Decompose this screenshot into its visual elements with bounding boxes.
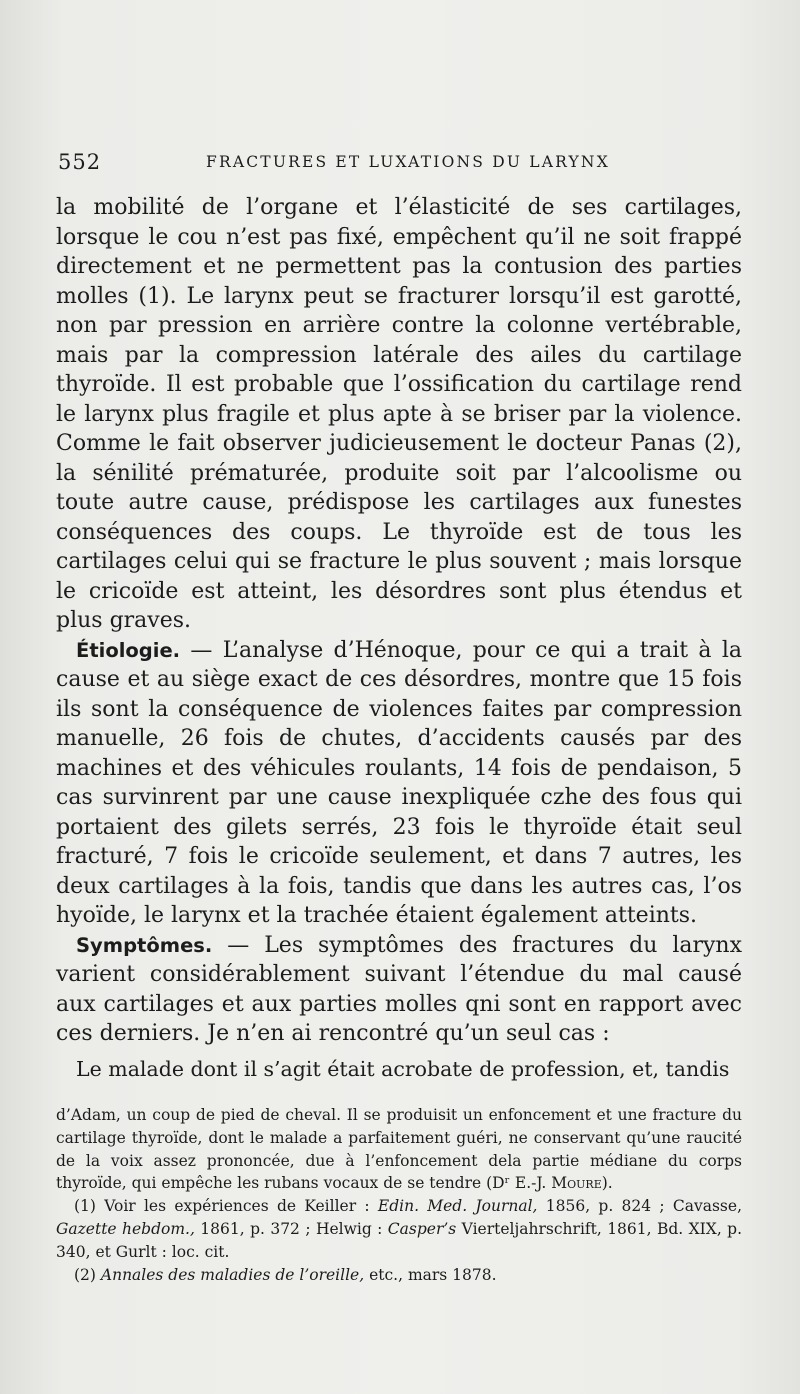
- fn1-text-d: Vierteljahrschrift, 1861, Bd. XIX, p. 340, et Gurlt : loc. cit.: [56, 1219, 742, 1261]
- symptomes-text: — Les symptômes des fractures du larynx varient considérablement suivant l’étendue du mal causé aux cartilages et aux parties molles qni sont en rapport avec ces derniers. Je n’en ai rencontré qu’un seul cas :: [56, 932, 742, 1046]
- fn1-text-c: 1861, p. 372 ; Helwig :: [194, 1219, 388, 1238]
- footnote-author: Moure: [551, 1174, 602, 1193]
- case-report-start: Le malade dont il s’agit était acrobate de profession, et, tandis: [76, 1056, 730, 1081]
- page-number: 552: [58, 150, 102, 174]
- etiologie-text: — L’analyse d’Hénoque, pour ce qui a trait à la cause et au siège exact de ces désordres, montre que 15 fois ils sont la conséquence de violences faites par compression manuelle, 26 fois de chutes, d’accidents causés par des machines et des véhicules roulants, 14 fois de pendaison, 5 cas survinrent par une cause inexpliquée czhe des fous qui portaient des gilets serrés, 23 fois le thyroïde était seul fracturé, 7 fois le cricoïde seulement, et dans 7 autres, les deux cartilages à la fois, tandis que dans les autres cas, l’os hyoïde, le larynx et la trachée étaient également atteints.: [56, 637, 742, 928]
- running-title: FRACTURES ET LUXATIONS DU LARYNX: [206, 153, 610, 171]
- paragraph-continuation: la mobilité de l’organe et l’élasticité de ses cartilages, lorsque le cou n’est pas fixé, empêchent qu’il ne soit frappé directement et ne permettent pas la contusion des parties molles (1). Le larynx peut se fracturer lorsqu’il est garotté, non par pression en arrière contre la colonne vertébrable, mais par la compression latérale des ailes du cartilage thyroïde. Il est probable que l’ossification du cartilage rend le larynx plus fragile et plus apte à se briser par la violence. Comme le fait observer judicieusement le docteur Panas (2), la sénilité prématurée, produite soit par l’alcoolisme ou toute autre cause, prédispose les cartilages aux funestes conséquences des coups. Le thyroïde est de tous les cartilages celui qui se fracture le plus souvent ; mais lorsque le cricoïde est atteint, les désordres sont plus étendus et plus graves.: [56, 195, 742, 633]
- footnote-2: [56, 1264, 742, 1287]
- section-heading-symptomes: Symptômes.: [76, 933, 213, 957]
- main-text: [56, 193, 742, 1084]
- fn1-journal-1: Edin. Med. Journal,: [377, 1197, 538, 1216]
- footnotes: [56, 1104, 742, 1286]
- fn2-text-b: etc., mars 1878.: [364, 1265, 497, 1284]
- fn2-journal: Annales des maladies de l’oreille,: [100, 1265, 365, 1284]
- footnote-continuation: [56, 1104, 742, 1195]
- fn1-journal-2: Gazette hebdom.,: [56, 1219, 195, 1238]
- fn1-journal-3: Casper’s: [387, 1219, 457, 1238]
- page-header: [58, 150, 728, 180]
- footnote-continuation-text: d’Adam, un coup de pied de cheval. Il se produisit un enfoncement et une fracture du cartilage thyroïde, dont le malade a parfaitement guéri, ne conservant qu’une raucité de la voix assez prononcée, due à l’enfoncement dela partie médiane du corps thyroïde, qui empêche les rubans vocaux de se tendre (Dʳ E.-J.: [56, 1106, 742, 1193]
- footnote-1: [56, 1195, 742, 1263]
- fn1-text-b: 1856, p. 824 ; Cavasse,: [537, 1197, 742, 1216]
- paragraph-etiologie: [56, 636, 742, 931]
- section-heading-etiologie: Étiologie.: [76, 638, 181, 662]
- fn2-text-a: (2): [74, 1265, 101, 1284]
- footnote-continuation-end: ).: [601, 1174, 613, 1193]
- fn1-text-a: (1) Voir les expériences de Keiller :: [74, 1197, 378, 1216]
- paragraph-symptomes: [56, 931, 742, 1049]
